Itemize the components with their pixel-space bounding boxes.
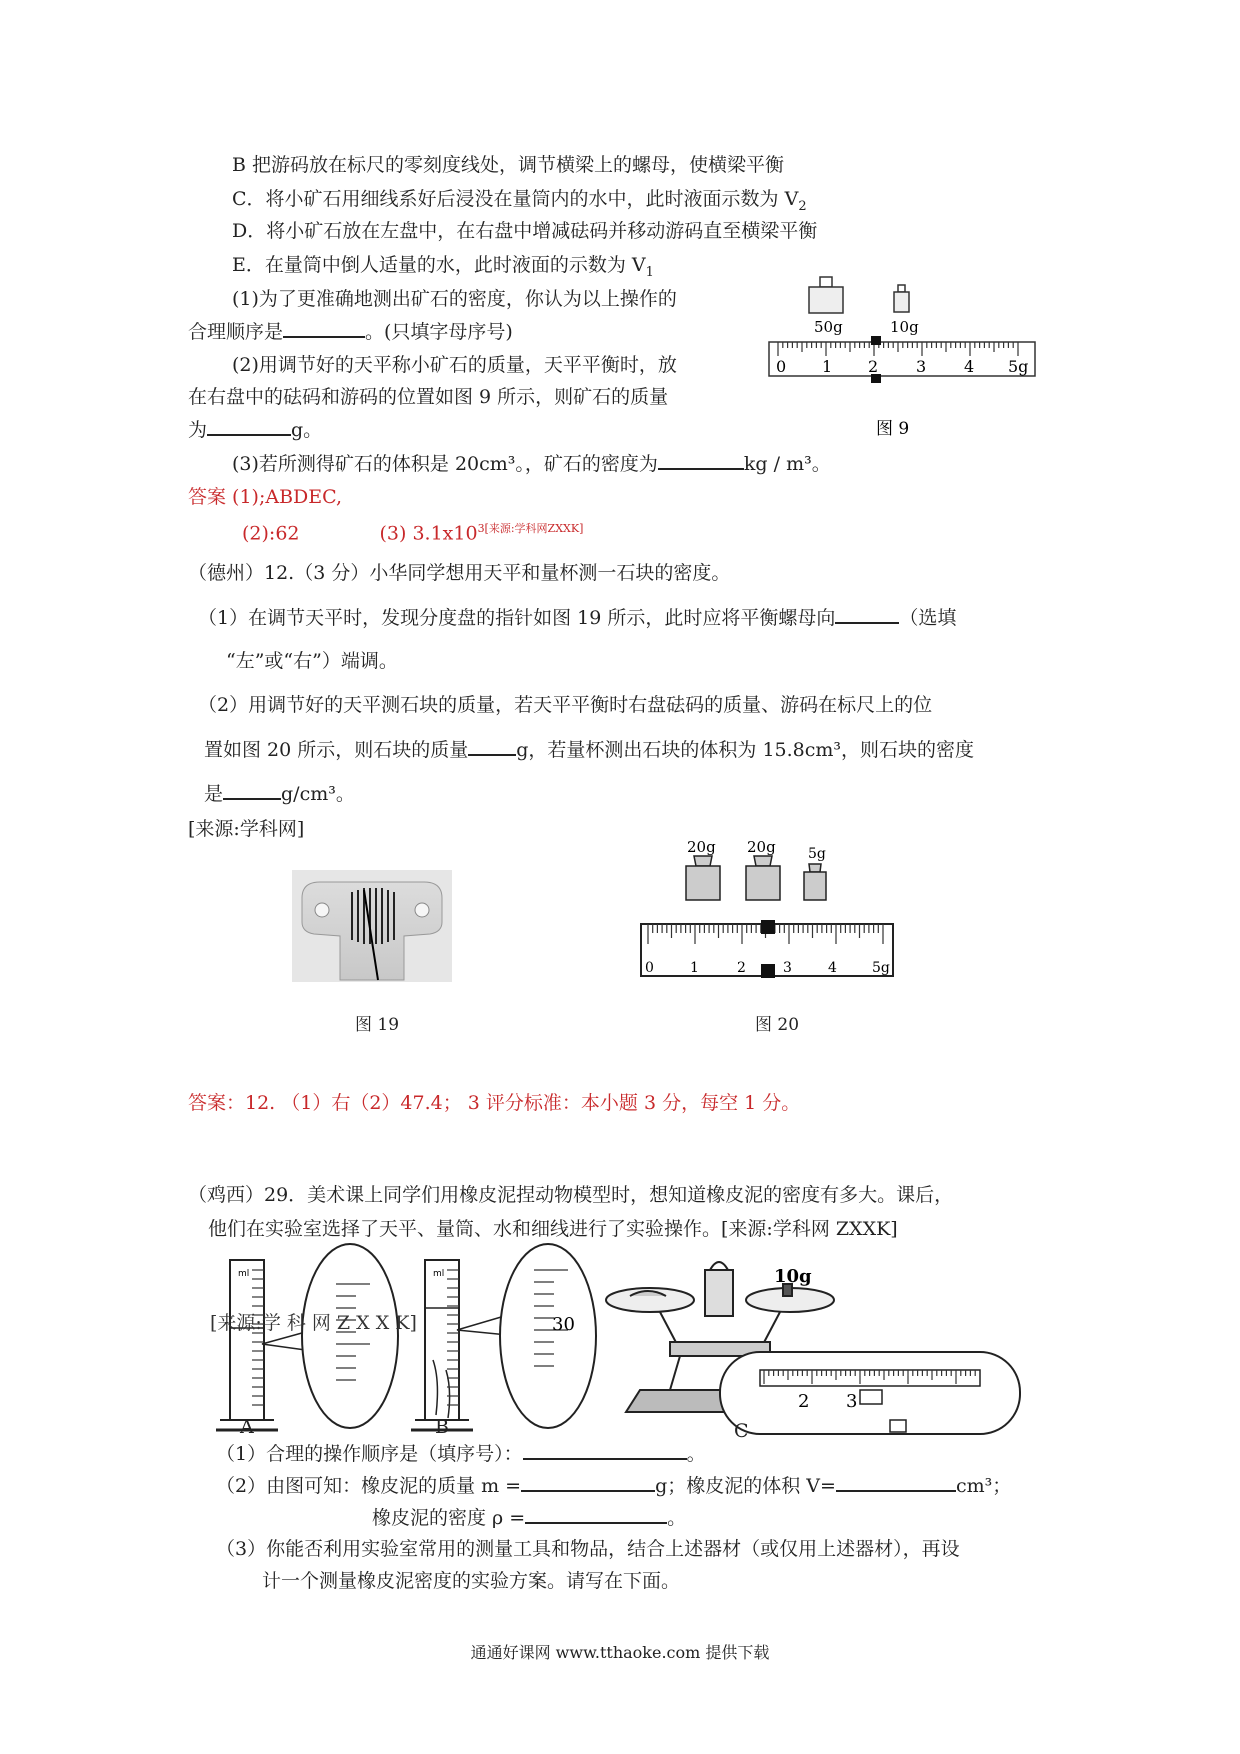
q-part2-line1: (2)用调节好的天平称小矿石的质量，天平平衡时，放: [232, 354, 677, 376]
answer-line: 答案：12. （1）右（2）47.4； 3 评分标准：本小题 3 分，每空 1 分。: [188, 1092, 801, 1114]
figure-20-balance-scale: [640, 836, 896, 986]
ruler-ticks: [778, 342, 1018, 356]
ruler-tick-label: 5g: [1008, 357, 1029, 376]
question-title: （鸡西）29．美术课上同学们用橡皮泥捏动物模型时，想知道橡皮泥的密度有多大。课后，: [188, 1184, 954, 1206]
weight-label: 50g: [814, 318, 843, 336]
weight-label: 20g: [747, 838, 776, 856]
option-b: B 把游码放在标尺的零刻度线处，调节横梁上的螺母，使横梁平衡: [232, 154, 785, 176]
magnified-reading: 30: [552, 1314, 575, 1335]
ruler-tick-label: 5g: [872, 960, 890, 976]
answer-blank[interactable]: [468, 736, 516, 756]
q-part2-cont2: 是 g/cm³。: [204, 780, 355, 807]
slider-rider-bottom: [761, 964, 775, 978]
weight-50g-icon: [809, 277, 843, 313]
ruler-tick-label: 3: [783, 960, 792, 976]
q-part2-line3: 为 g。: [188, 416, 322, 443]
ruler-tick-label: 1: [822, 357, 833, 376]
figure-label-c: C: [734, 1420, 749, 1442]
q-part1-line1: (1)为了更准确地测出矿石的密度，你认为以上操作的: [232, 288, 677, 310]
figure-caption: 图 20: [755, 1015, 800, 1035]
answer-blank[interactable]: [836, 1472, 956, 1492]
page-footer: 通通好课网 www.tthaoke.com 提供下载: [470, 1643, 770, 1662]
weight-10g-icon: [894, 285, 909, 312]
answer-blank[interactable]: [658, 450, 744, 470]
answer-blank[interactable]: [835, 604, 899, 624]
cylinder-unit-label: ml: [238, 1269, 250, 1279]
ruler-tick-label: 2: [737, 960, 746, 976]
figure-19-pointer-photo: [292, 870, 452, 982]
weight-20g-icon: [686, 856, 720, 900]
screw-icon: [315, 903, 329, 917]
answer-blank[interactable]: [523, 1440, 687, 1460]
q-part3: (3)若所测得矿石的体积是 20cm³。，矿石的密度为 kg / m³。: [232, 450, 831, 477]
q-part2-cont: 置如图 20 所示，则石块的质量 g，若量杯测出石块的体积为 15.8cm³，则石块的密度: [204, 736, 974, 763]
weight-label: 20g: [687, 838, 716, 856]
answer-line-2: (2):62 (3) $3.1x10^{3[来源:学科网ZXXK]}$: [242, 522, 584, 545]
q-part3: （3）你能否利用实验室常用的测量工具和物品，结合上述器材（或仅用上述器材），再设: [216, 1538, 960, 1560]
ruler-tick-label: 0: [776, 357, 787, 376]
ruler-frame: [769, 342, 1035, 376]
weight-20g-icon: [746, 856, 780, 900]
answer-blank[interactable]: [223, 780, 281, 800]
watermark-text: [来源:学 科 网 Z X X K]: [210, 1312, 417, 1334]
magnified-view-b: [500, 1244, 596, 1428]
ruler-tick-label: 4: [828, 960, 837, 976]
figure-jixi-apparatus: [200, 1240, 1040, 1440]
option-d: D．将小矿石放在左盘中，在右盘中增减砝码并移动游码直至横梁平衡: [232, 220, 818, 242]
figure-9-balance-scale: [768, 272, 1038, 442]
graduated-cylinder-b-icon: [411, 1260, 473, 1430]
screw-icon: [415, 903, 429, 917]
ruler-tick-label: 4: [964, 357, 975, 376]
q-part2: （2）用调节好的天平测石块的质量，若天平平衡时右盘砝码的质量、游码在标尺上的位: [198, 694, 933, 716]
figure-label-a: A: [240, 1416, 254, 1438]
ruler-tick-label: 0: [645, 960, 654, 976]
answer-blank[interactable]: [207, 416, 291, 436]
q-part1: （1）合理的操作顺序是（填序号）： 。: [216, 1440, 706, 1467]
weight-label: 10g: [774, 1266, 812, 1287]
q-part2-line2: 在右盘中的砝码和游码的位置如图 9 所示，则矿石的质量: [188, 386, 669, 408]
magnified-view-a: [302, 1244, 398, 1428]
q-part3-cont: 计一个测量橡皮泥密度的实验方案。请写在下面。: [262, 1570, 681, 1592]
question-title: （德州）12.（3 分）小华同学想用天平和量杯测一石块的密度。: [188, 562, 731, 584]
figure-caption: 图 9: [876, 419, 910, 439]
q-part2-density: 橡皮泥的密度 ρ = 。: [372, 1504, 686, 1531]
scale-label: 2: [798, 1391, 810, 1412]
option-e: E．在量筒中倒人适量的水，此时液面的示数为 $V_1$: [232, 254, 654, 280]
answer-blank[interactable]: [521, 1472, 655, 1492]
option-c: C．将小矿石用细线系好后浸没在量筒内的水中，此时液面示数为 $V_2$: [232, 188, 807, 214]
q-part1: （1）在调节天平时，发现分度盘的指针如图 19 所示，此时应将平衡螺母向 （选填: [198, 604, 956, 631]
slider-rider: [871, 336, 881, 345]
slider-rider: [860, 1390, 882, 1404]
question-title-cont: 他们在实验室选择了天平、量筒、水和细线进行了实验操作。[来源:学科网 ZXXK]: [208, 1218, 898, 1240]
q-part1-line2: 合理顺序是 。(只填字母序号): [188, 318, 513, 345]
ruler-tick-label: 2: [868, 357, 879, 376]
ruler-tick-label: 3: [916, 357, 927, 376]
figure-caption: 图 19: [355, 1015, 400, 1035]
answer-blank[interactable]: [525, 1504, 667, 1524]
figure-label-b: B: [435, 1416, 449, 1438]
scale-label: 3: [846, 1391, 858, 1412]
ruler-tick-label: 1: [690, 960, 699, 976]
slider-rider: [761, 920, 775, 934]
weight-label: 5g: [808, 846, 826, 862]
q-part2: （2）由图可知：橡皮泥的质量 m = g；橡皮泥的体积 V= cm³；: [216, 1472, 1011, 1499]
weight-label: 10g: [890, 318, 919, 336]
source-note: [来源:学科网]: [188, 818, 305, 840]
q-part1-cont: “左”或“右”）端调。: [226, 650, 398, 672]
answer-blank[interactable]: [283, 318, 365, 338]
weight-5g-icon: [804, 864, 826, 900]
answer-line-1: 答案 (1);ABDEC,: [188, 486, 343, 508]
cylinder-unit-label: ml: [433, 1269, 445, 1279]
